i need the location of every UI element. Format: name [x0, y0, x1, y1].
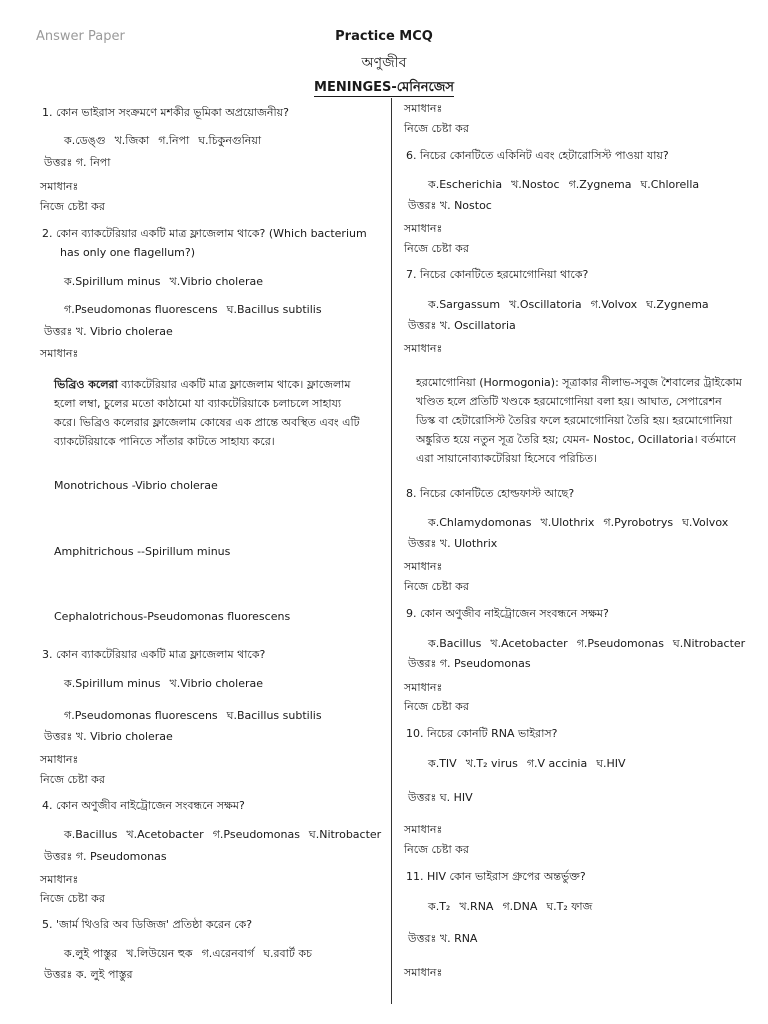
option: গ.Pseudomonas fluorescens: [64, 709, 218, 722]
option: ক.Chlamydomonas: [428, 516, 532, 529]
option: ক.ডেঙ্গু: [64, 134, 106, 147]
option: ঘ.চিকুনগুনিয়া: [198, 134, 262, 147]
option: খ.Vibrio cholerae: [169, 275, 263, 288]
flagella-type-3: Cephalotrichous-Pseudomonas fluorescens: [54, 610, 291, 623]
option: ঘ.Zygnema: [646, 298, 709, 311]
option: গ.DNA: [502, 900, 538, 913]
option: খ.লিউয়েন হুক: [126, 947, 193, 960]
option: ক.Spirillum minus: [64, 275, 161, 288]
options-11: [428, 900, 601, 914]
question-3: 3. কোন ব্যাকটেরিয়ার একটি মাত্র ফ্লাজেলাম থাকে?: [42, 648, 266, 661]
solution-label-3: সমাধানঃ: [40, 753, 79, 766]
option: ক.Bacillus: [64, 828, 118, 841]
option: খ.Acetobacter: [490, 637, 568, 650]
try-yourself-1: নিজে চেষ্টা কর: [40, 200, 105, 213]
options-2b: [64, 303, 331, 317]
page-title: Practice MCQ: [335, 29, 433, 44]
answer-10: উত্তরঃ ঘ. HIV: [408, 791, 473, 804]
option: গ.Pseudomonas: [576, 637, 664, 650]
option: খ.Vibrio cholerae: [169, 677, 263, 690]
options-9: [428, 637, 754, 651]
solution-label-4: সমাধানঃ: [40, 873, 79, 886]
answer-11: উত্তরঃ খ. RNA: [408, 932, 478, 945]
options-4: [64, 828, 390, 842]
options-5: [64, 947, 321, 961]
option: খ.Nostoc: [511, 178, 560, 191]
option: গ.Volvox: [590, 298, 638, 311]
solution-label-6: সমাধানঃ: [404, 222, 443, 235]
option: ঘ.Bacillus subtilis: [226, 303, 322, 316]
options-3a: [64, 677, 272, 691]
solution-label-11: সমাধানঃ: [404, 966, 443, 979]
flagella-type-2: Amphitrichous --Spirillum minus: [54, 545, 231, 558]
topic-heading-text: MENINGES-মেনিনজেস: [314, 80, 454, 95]
answer-paper-label: Answer Paper: [36, 29, 125, 44]
option: ক.লুই পাস্তুর: [64, 947, 118, 960]
option: খ.RNA: [459, 900, 494, 913]
page-subtitle: অণুজীব: [361, 55, 407, 71]
solution-label-10: সমাধানঃ: [404, 823, 443, 836]
try-yourself-10: নিজে চেষ্টা কর: [404, 843, 469, 856]
try-yourself-4: নিজে চেষ্টা কর: [40, 892, 105, 905]
options-2a: [64, 275, 272, 289]
option: গ.Pyrobotrys: [603, 516, 674, 529]
option: খ.জিকা: [114, 134, 150, 147]
option: ঘ.Bacillus subtilis: [226, 709, 322, 722]
solution-label-9: সমাধানঃ: [404, 681, 443, 694]
column-divider: [391, 98, 392, 1004]
answer-1: উত্তরঃ গ. নিপা: [44, 156, 111, 169]
options-10: [428, 757, 635, 771]
question-7: 7. নিচের কোনটিতে হরমোগোনিয়া থাকে?: [406, 268, 589, 281]
question-2-cont: has only one flagellum?): [60, 246, 196, 259]
question-4: 4. কোন অণুজীব নাইট্রোজেন সংবন্ধনে সক্ষম?: [42, 799, 245, 812]
options-6: [428, 178, 708, 192]
option: গ.এরেনবার্গ: [201, 947, 255, 960]
option: গ.নিপা: [158, 134, 190, 147]
explanation-2: [54, 375, 360, 451]
option: ঘ.HIV: [596, 757, 626, 770]
answer-8: উত্তরঃ খ. Ulothrix: [408, 537, 498, 550]
try-yourself-9: নিজে চেষ্টা কর: [404, 700, 469, 713]
explanation-7: হরমোগোনিয়া (Hormogonia): সূত্রাকার নীলাভ-সবুজ শৈবালের ট্রাইকোম খণ্ডিত হলে প্রতিটি খণ্ডকে হরমোগোনিয়া বলা হয়। আঘাত, সেপারেশন ডিস্ক বা হেটারোসিস্ট তৈরির ফলে হরমোগোনিয়া তৈরি হয়। হরমোগোনিয়া অঙ্কুরিত হয়ে নতুন সূত্র তৈরি হয়; যেমন- Nostoc, Ocillatoria। বর্তমানে এরা সায়ানোব্যাকটেরিয়া হিসেবে পরিচিত।: [416, 376, 742, 465]
question-9: 9. কোন অণুজীব নাইট্রোজেন সংবন্ধনে সক্ষম?: [406, 607, 609, 620]
option: ঘ.Volvox: [682, 516, 729, 529]
answer-6: উত্তরঃ খ. Nostoc: [408, 199, 492, 212]
option: খ.Ulothrix: [540, 516, 595, 529]
option: খ.T₂ virus: [465, 757, 518, 770]
option: ক.Bacillus: [428, 637, 482, 650]
answer-4: উত্তরঃ গ. Pseudomonas: [44, 850, 167, 863]
option: ক.Spirillum minus: [64, 677, 161, 690]
option: ঘ.Nitrobacter: [672, 637, 746, 650]
solution-label-2: সমাধানঃ: [40, 347, 79, 360]
question-8: 8. নিচের কোনটিতে হোল্ডফাস্ট আছে?: [406, 487, 575, 500]
option: গ.Zygnema: [568, 178, 632, 191]
try-yourself-6: নিজে চেষ্টা কর: [404, 242, 469, 255]
option: গ.Pseudomonas: [212, 828, 300, 841]
question-5: 5. 'জার্ম থিওরি অব ডিজিজ' প্রতিষ্ঠা করেন কে?: [42, 918, 253, 931]
answer-9: উত্তরঃ গ. Pseudomonas: [408, 657, 531, 670]
explanation-2-text: ব্যাকটেরিয়ার একটি মাত্র ফ্লাজেলাম থাকে। ফ্লাজেলাম হলো লম্বা, চুলের মতো কাঠামো যা ব্যাকটেরিয়াকে চলাচলে সাহায্য করে। ভিব্রিও কলেরার ফ্লাজেলাম কোষের এক প্রান্তে অবস্থিত এবং এটি ব্যাকটেরিয়াকে পানিতে সাঁতার কাটতে সাহায্য করে।: [54, 378, 360, 448]
answer-2: উত্তরঃ খ. Vibrio cholerae: [44, 325, 173, 338]
explanation-2-bold: ভিব্রিও কলেরা: [54, 378, 118, 391]
question-2: 2. কোন ব্যাকটেরিয়ার একটি মাত্র ফ্লাজেলাম থাকে? (Which bacterium: [42, 227, 367, 240]
options-1: [64, 134, 270, 148]
options-8: [428, 516, 737, 530]
option: ক.TIV: [428, 757, 457, 770]
option: ঘ.Nitrobacter: [308, 828, 382, 841]
option: গ.Pseudomonas fluorescens: [64, 303, 218, 316]
option: ক.T₂: [428, 900, 451, 913]
option: ক.Escherichia: [428, 178, 503, 191]
question-11: 11. HIV কোন ভাইরাস গ্রুপের অন্তর্ভুক্ত?: [406, 870, 586, 883]
options-7: [428, 298, 718, 312]
option: খ.Oscillatoria: [509, 298, 582, 311]
try-yourself-3: নিজে চেষ্টা কর: [40, 773, 105, 786]
option: খ.Acetobacter: [126, 828, 204, 841]
topic-heading: [0, 78, 768, 99]
options-3b: [64, 709, 331, 723]
option: গ.V accinia: [526, 757, 588, 770]
solution-label-8: সমাধানঃ: [404, 560, 443, 573]
option: ঘ.রবার্ট কচ: [263, 947, 312, 960]
question-1: 1. কোন ভাইরাস সংক্রমণে মশকীর ভূমিকা অপ্রয়োজনীয়?: [42, 106, 289, 119]
flagella-type-1: Monotrichous -Vibrio cholerae: [54, 479, 218, 492]
try-yourself-5: নিজে চেষ্টা কর: [404, 122, 469, 135]
question-10: 10. নিচের কোনটি RNA ভাইরাস?: [406, 727, 558, 740]
answer-7: উত্তরঃ খ. Oscillatoria: [408, 319, 516, 332]
answer-5: উত্তরঃ ক. লুই পাস্তুর: [44, 968, 133, 981]
try-yourself-8: নিজে চেষ্টা কর: [404, 580, 469, 593]
solution-label-7: সমাধানঃ: [404, 342, 443, 355]
question-6: 6. নিচের কোনটিতে একিনিট এবং হেটারোসিস্ট পাওয়া যায়?: [406, 149, 669, 162]
solution-label-5: সমাধানঃ: [404, 102, 443, 115]
option: ঘ.Chlorella: [640, 178, 700, 191]
option: ক.Sargassum: [428, 298, 501, 311]
solution-label-1: সমাধানঃ: [40, 180, 79, 193]
option: ঘ.T₂ ফাজ: [546, 900, 593, 913]
answer-3: উত্তরঃ খ. Vibrio cholerae: [44, 730, 173, 743]
